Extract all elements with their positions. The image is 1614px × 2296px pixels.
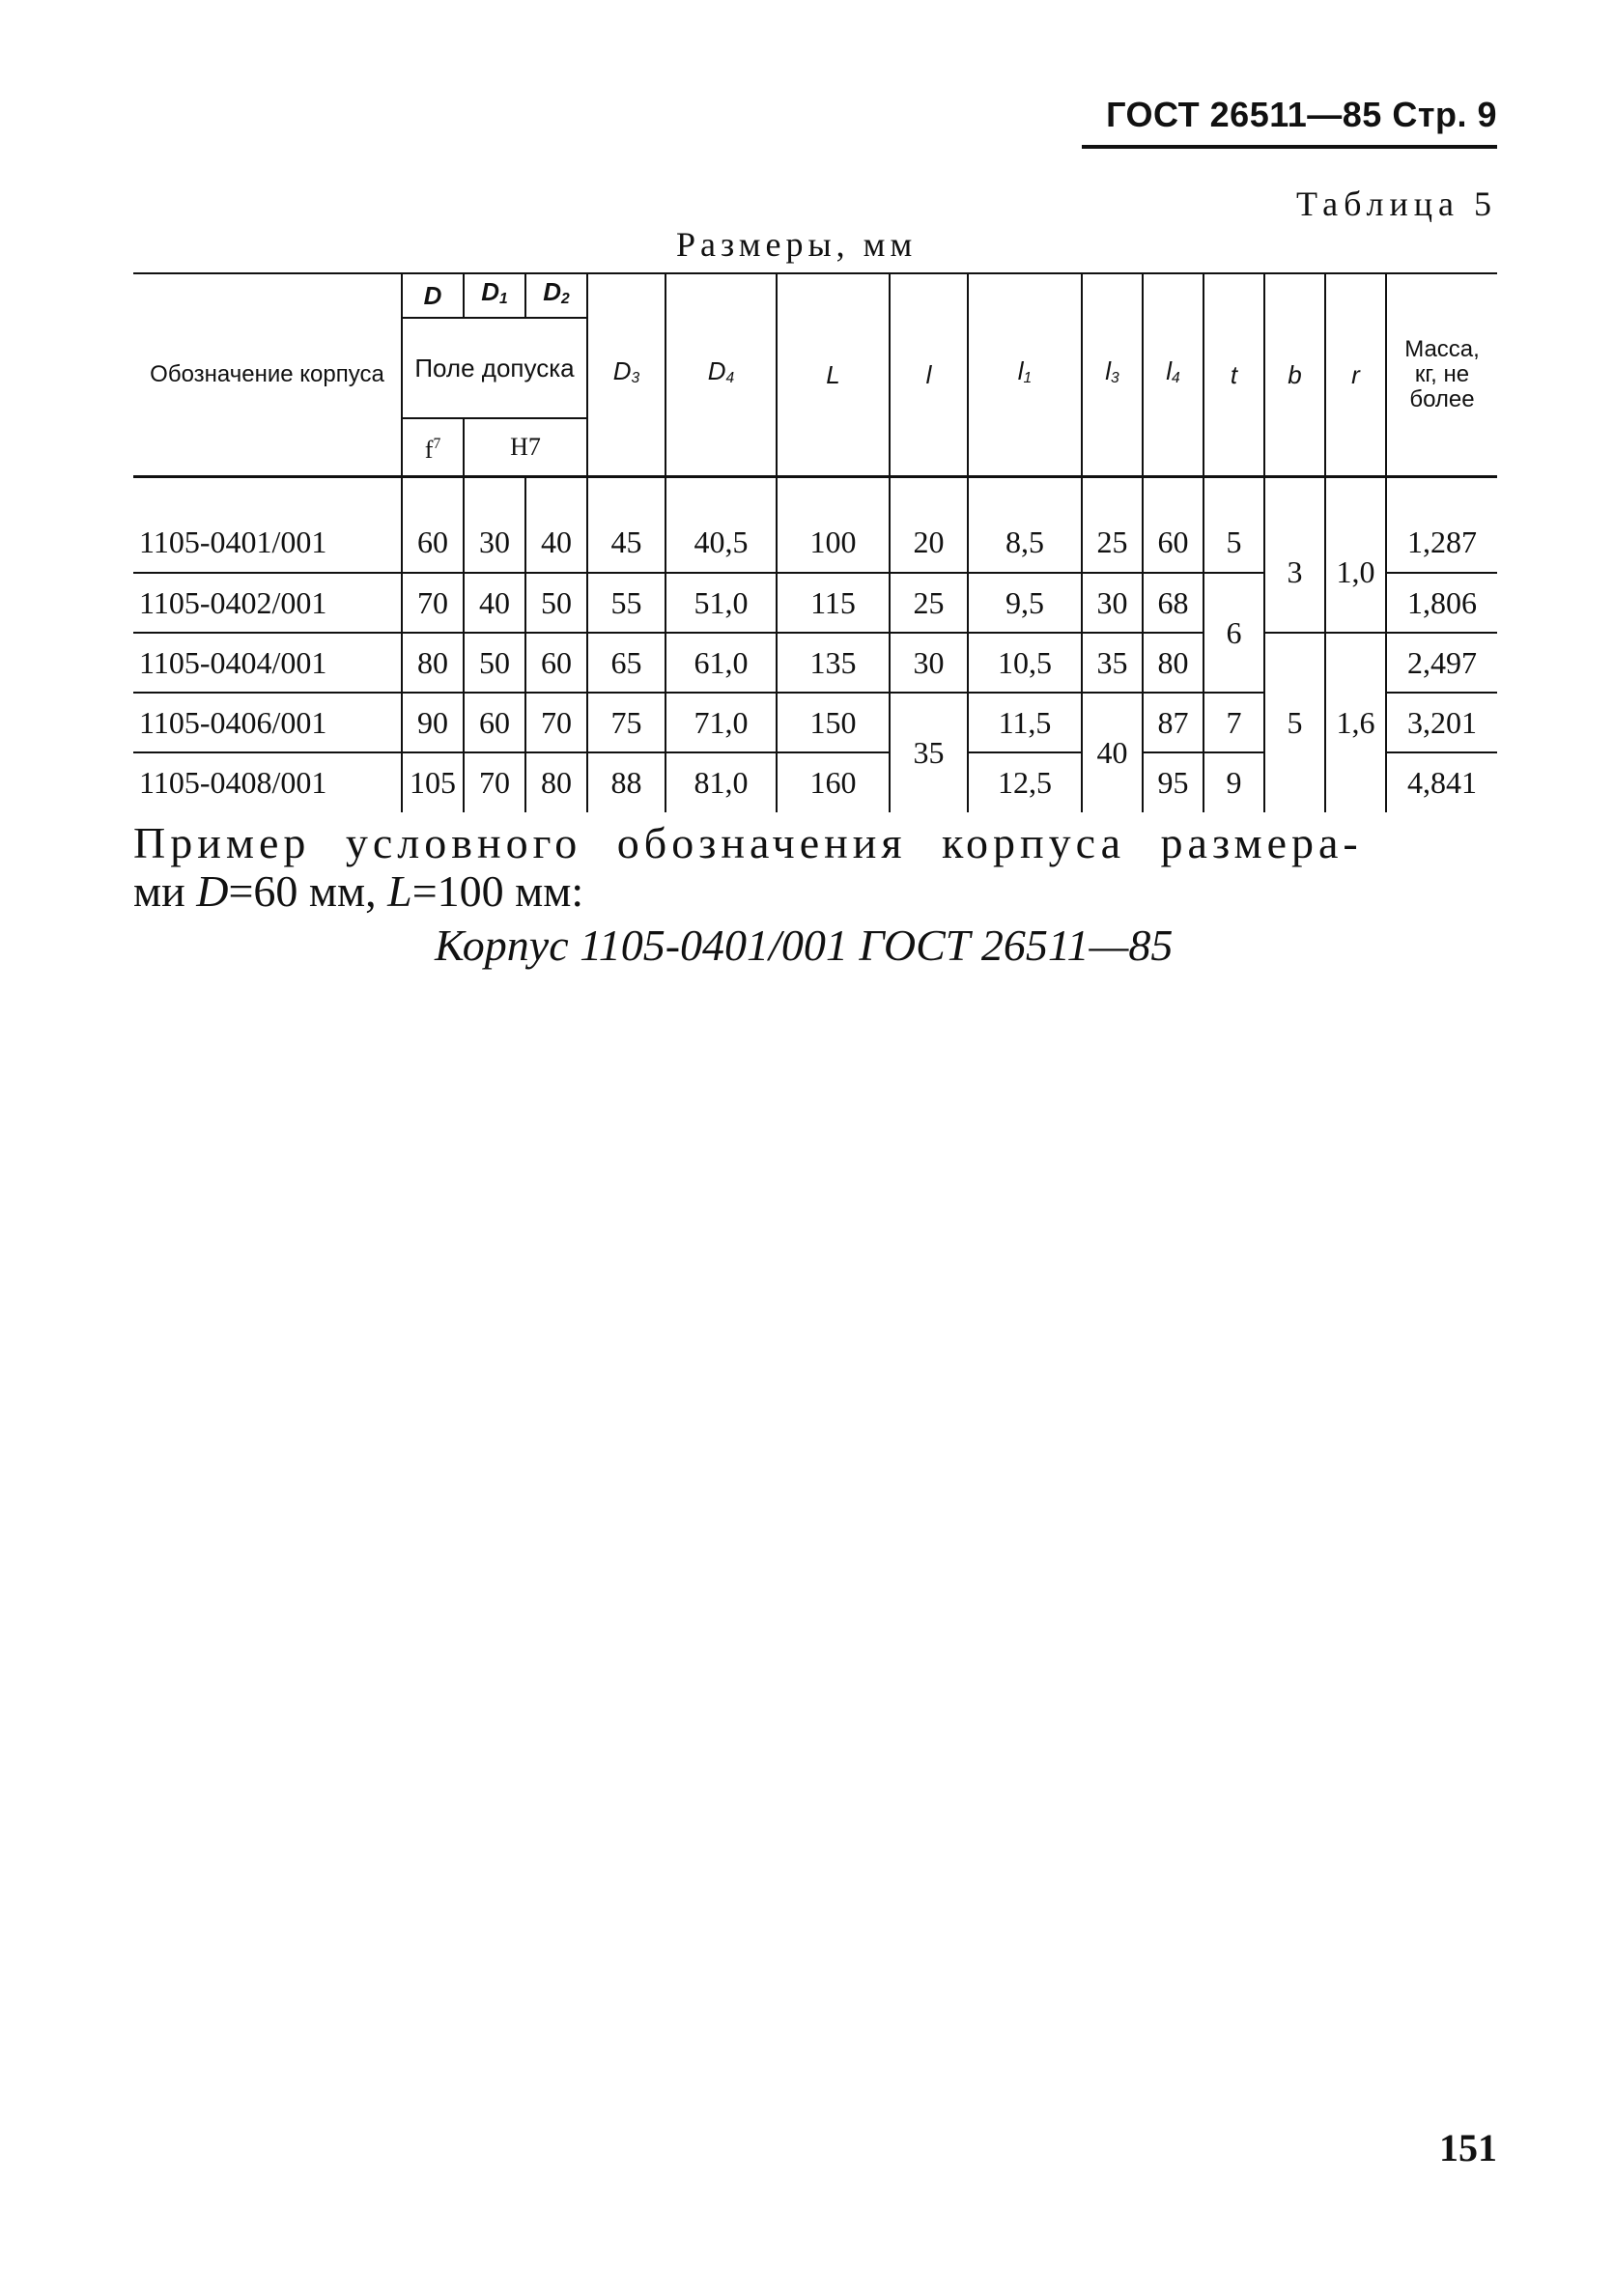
cell-t-merged: 6 xyxy=(1203,573,1264,693)
cell-d: 60 xyxy=(402,476,464,573)
cell-l4: 87 xyxy=(1143,693,1203,752)
cell-d4: 81,0 xyxy=(665,752,777,812)
header-l: l xyxy=(890,273,968,476)
cell-mass: 2,497 xyxy=(1386,633,1497,693)
cell-r-merged: 1,6 xyxy=(1325,633,1386,812)
header-d1: $D_1$ xyxy=(464,273,525,318)
cell-d3: 45 xyxy=(587,476,665,573)
page-header xyxy=(1082,95,1497,135)
cell-d4: 40,5 xyxy=(665,476,777,573)
document-number: ГОСТ 26511—85 xyxy=(1106,95,1382,134)
cell-l3: 35 xyxy=(1082,633,1143,693)
header-f7: $f^7$ xyxy=(402,418,464,476)
cell-d2: 40 xyxy=(525,476,587,573)
header-l1: $l_1$ xyxy=(968,273,1082,476)
cell-l4: 80 xyxy=(1143,633,1203,693)
cell-d: 90 xyxy=(402,693,464,752)
page-label: Стр. 9 xyxy=(1392,95,1497,134)
cell-d2: 70 xyxy=(525,693,587,752)
cell-designation: 1105-0404/001 xyxy=(133,633,402,693)
cell-d1: 70 xyxy=(464,752,525,812)
header-l4: $l_4$ xyxy=(1143,273,1203,476)
cell-l3-merged: 40 xyxy=(1082,693,1143,812)
cell-d1: 50 xyxy=(464,633,525,693)
cell-l3: 25 xyxy=(1082,476,1143,573)
header-r: r xyxy=(1325,273,1386,476)
cell-l-upper: 150 xyxy=(777,693,890,752)
units-caption: Размеры, мм xyxy=(676,225,918,264)
cell-t: 9 xyxy=(1203,752,1264,812)
cell-d3: 55 xyxy=(587,573,665,633)
cell-designation: 1105-0402/001 xyxy=(133,573,402,633)
cell-l1: 10,5 xyxy=(968,633,1082,693)
cell-mass: 1,287 xyxy=(1386,476,1497,573)
header-d2: $D_2$ xyxy=(525,273,587,318)
cell-l: 30 xyxy=(890,633,968,693)
cell-b-merged: 3 xyxy=(1264,476,1325,633)
header-t: t xyxy=(1203,273,1264,476)
cell-l-upper: 135 xyxy=(777,633,890,693)
table-row xyxy=(133,633,1497,693)
example-paragraph xyxy=(133,819,1497,916)
cell-d: 105 xyxy=(402,752,464,812)
cell-l-upper: 115 xyxy=(777,573,890,633)
cell-d1: 40 xyxy=(464,573,525,633)
page-number: 151 xyxy=(1439,2126,1497,2169)
cell-d3: 65 xyxy=(587,633,665,693)
cell-l4: 60 xyxy=(1143,476,1203,573)
example-line-2: ми D=60 мм, L=100 мм: xyxy=(133,866,584,916)
cell-l1: 12,5 xyxy=(968,752,1082,812)
header-mass: Масса, кг, не более xyxy=(1386,273,1497,476)
cell-l: 20 xyxy=(890,476,968,573)
header-designation: Обозначение корпуса xyxy=(133,273,402,476)
example-line-1: Пример условного обозначения корпуса размера- xyxy=(133,818,1363,867)
header-b: b xyxy=(1264,273,1325,476)
cell-b-merged: 5 xyxy=(1264,633,1325,812)
cell-mass: 1,806 xyxy=(1386,573,1497,633)
table-title: Таблица 5 xyxy=(1296,184,1497,223)
cell-d3: 88 xyxy=(587,752,665,812)
header-tolerance-field: Поле допуска xyxy=(402,318,587,418)
cell-d2: 60 xyxy=(525,633,587,693)
header-l3: $l_3$ xyxy=(1082,273,1143,476)
cell-l-upper: 100 xyxy=(777,476,890,573)
header-rule xyxy=(1082,145,1497,149)
cell-t: 7 xyxy=(1203,693,1264,752)
cell-l4: 68 xyxy=(1143,573,1203,633)
cell-l-merged: 35 xyxy=(890,693,968,812)
dimensions-table xyxy=(133,272,1497,812)
cell-d1: 60 xyxy=(464,693,525,752)
cell-designation: 1105-0401/001 xyxy=(133,476,402,573)
cell-d1: 30 xyxy=(464,476,525,573)
cell-designation: 1105-0406/001 xyxy=(133,693,402,752)
cell-t: 5 xyxy=(1203,476,1264,573)
cell-d4: 61,0 xyxy=(665,633,777,693)
header-h7: H7 xyxy=(464,418,587,476)
cell-mass: 4,841 xyxy=(1386,752,1497,812)
example-designation: Корпус 1105-0401/001 ГОСТ 26511—85 xyxy=(435,921,1174,970)
cell-l-upper: 160 xyxy=(777,752,890,812)
cell-d4: 71,0 xyxy=(665,693,777,752)
cell-mass: 3,201 xyxy=(1386,693,1497,752)
cell-l: 25 xyxy=(890,573,968,633)
cell-d: 70 xyxy=(402,573,464,633)
cell-l1: 11,5 xyxy=(968,693,1082,752)
cell-l4: 95 xyxy=(1143,752,1203,812)
cell-d2: 80 xyxy=(525,752,587,812)
cell-l3: 30 xyxy=(1082,573,1143,633)
cell-designation: 1105-0408/001 xyxy=(139,765,327,800)
cell-d2: 50 xyxy=(525,573,587,633)
header-d4: $D_4$ xyxy=(665,273,777,476)
cell-l1: 8,5 xyxy=(968,476,1082,573)
cell-l1: 9,5 xyxy=(968,573,1082,633)
cell-d3: 75 xyxy=(587,693,665,752)
header-d: D xyxy=(402,273,464,318)
header-d3: $D_3$ xyxy=(587,273,665,476)
cell-d4: 51,0 xyxy=(665,573,777,633)
cell-r-merged: 1,0 xyxy=(1325,476,1386,633)
header-l-upper: L xyxy=(777,273,890,476)
table-row xyxy=(133,476,1497,573)
cell-d: 80 xyxy=(402,633,464,693)
